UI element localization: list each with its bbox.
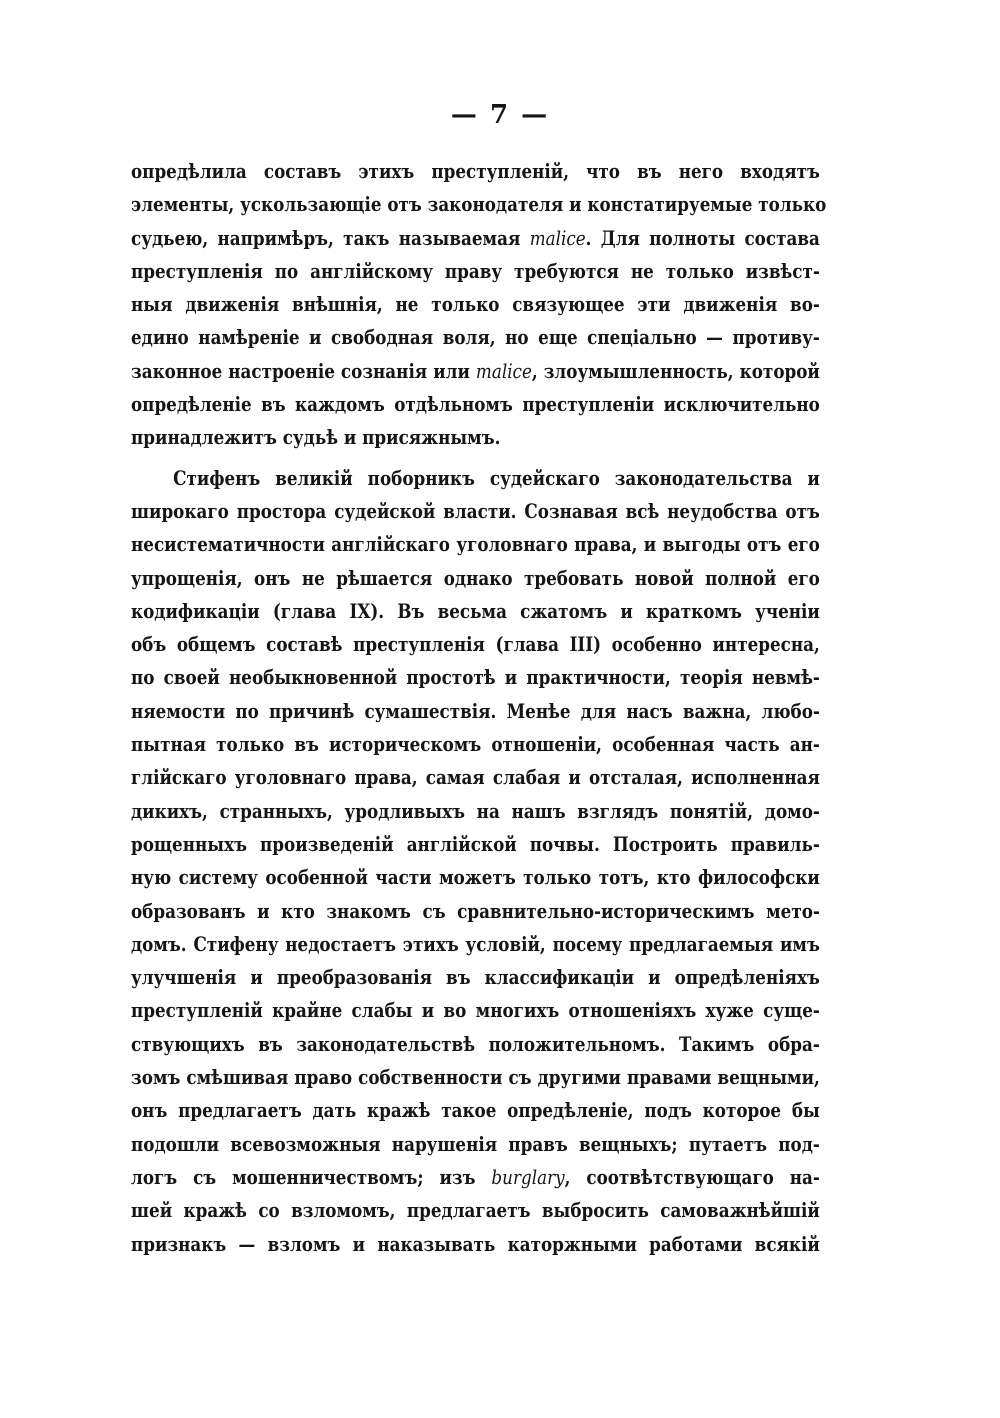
page-number: — 7 — (450, 100, 550, 130)
latin-term: malice (475, 359, 532, 383)
text-line: пытная только въ историческомъ отношеніи, особенная часть ан- (131, 733, 820, 757)
text-line: преступленія по англійскому праву требуются не только извѣст- (131, 259, 820, 283)
text-line: ствующихъ въ законодательствѣ положительномъ. Такимъ обра- (131, 1032, 820, 1056)
text-line: логъ съ мошенничествомъ; изъ burglary, соотвѣтствующаго на- (131, 1165, 820, 1189)
text-line: объ общемъ составѣ преступленія (глава III) особенно интересна, (131, 633, 820, 657)
text-line: несистематичности англійскаго уголовнаго права, и выгоды отъ его (131, 533, 820, 557)
text-line: упрощенія, онъ не рѣшается однако требовать новой полной его (131, 566, 820, 590)
text-line: глійскаго уголовнаго права, самая слабая и отсталая, исполненная (131, 766, 820, 790)
latin-term: burglary (491, 1165, 565, 1189)
text-line: рощенныхъ произведеній англійской почвы. Построить правиль- (131, 832, 820, 856)
text-line: Стифенъ великій поборникъ судейскаго законодательства и (173, 466, 820, 490)
text-line: образованъ и кто знакомъ съ сравнительно-историческимъ мето- (131, 899, 820, 923)
text-line: элементы, ускользающіе отъ законодателя и констатируемые только (131, 193, 827, 217)
text-line: домъ. Стифену недостаетъ этихъ условій, посему предлагаемыя имъ (131, 932, 820, 956)
paragraph-2 (131, 462, 820, 1261)
text-line: опредѣленіе въ каждомъ отдѣльномъ преступленіи исключительно (131, 393, 820, 417)
text-line: широкаго простора судейской власти. Сознавая всѣ неудобства отъ (131, 499, 820, 523)
text-line: ную систему особенной части можетъ только тотъ, кто философски (131, 866, 820, 890)
text-line: судьею, напримѣръ, такъ называемая malice. Для полноты состава (131, 226, 820, 250)
text-line: дикихъ, странныхъ, уродливыхъ на нашъ взглядъ понятій, домо- (131, 799, 820, 823)
text-line: едино намѣреніе и свободная воля, но еще спеціально — противу- (131, 326, 820, 350)
text-line: принадлежитъ судьѣ и присяжнымъ. (131, 426, 501, 450)
text-line: по своей необыкновенной простотѣ и практичности, теорія невмѣ- (131, 666, 820, 690)
text-line: законное настроеніе сознанія или malice, злоумышленность, которой (131, 359, 820, 383)
text-line: опредѣлила составъ этихъ преступленій, что въ него входятъ (131, 160, 820, 183)
text-line: ныя движенія внѣшнія, не только связующее эти движенія во- (131, 293, 820, 317)
text-line: подошли всевозможныя нарушенія правъ вещныхъ; путаетъ под- (131, 1132, 820, 1156)
latin-term: malice (529, 226, 586, 250)
text-line: зомъ смѣшивая право собственности съ другими правами вещными, (131, 1066, 820, 1090)
paragraph-1 (131, 155, 827, 455)
text-line: шей кражѣ со взломомъ, предлагаетъ выбросить самоважнѣйшій (131, 1199, 820, 1223)
text-line: признакъ — взломъ и наказывать каторжными работами всякій (131, 1232, 820, 1256)
text-line: кодификаціи (глава IX). Въ весьма сжатомъ и краткомъ ученіи (131, 599, 820, 623)
text-line: онъ предлагаетъ дать кражѣ такое опредѣленіе, подъ которое бы (131, 1099, 820, 1123)
text-line: улучшенія и преобразованія въ классификаціи и опредѣленіяхъ (131, 966, 820, 990)
body-text (131, 155, 827, 1261)
text-line: преступленій крайне слабы и во многихъ отношеніяхъ хуже суще- (131, 999, 820, 1023)
text-line: няемости по причинѣ сумашествія. Менѣе для насъ важна, любо- (131, 699, 820, 723)
